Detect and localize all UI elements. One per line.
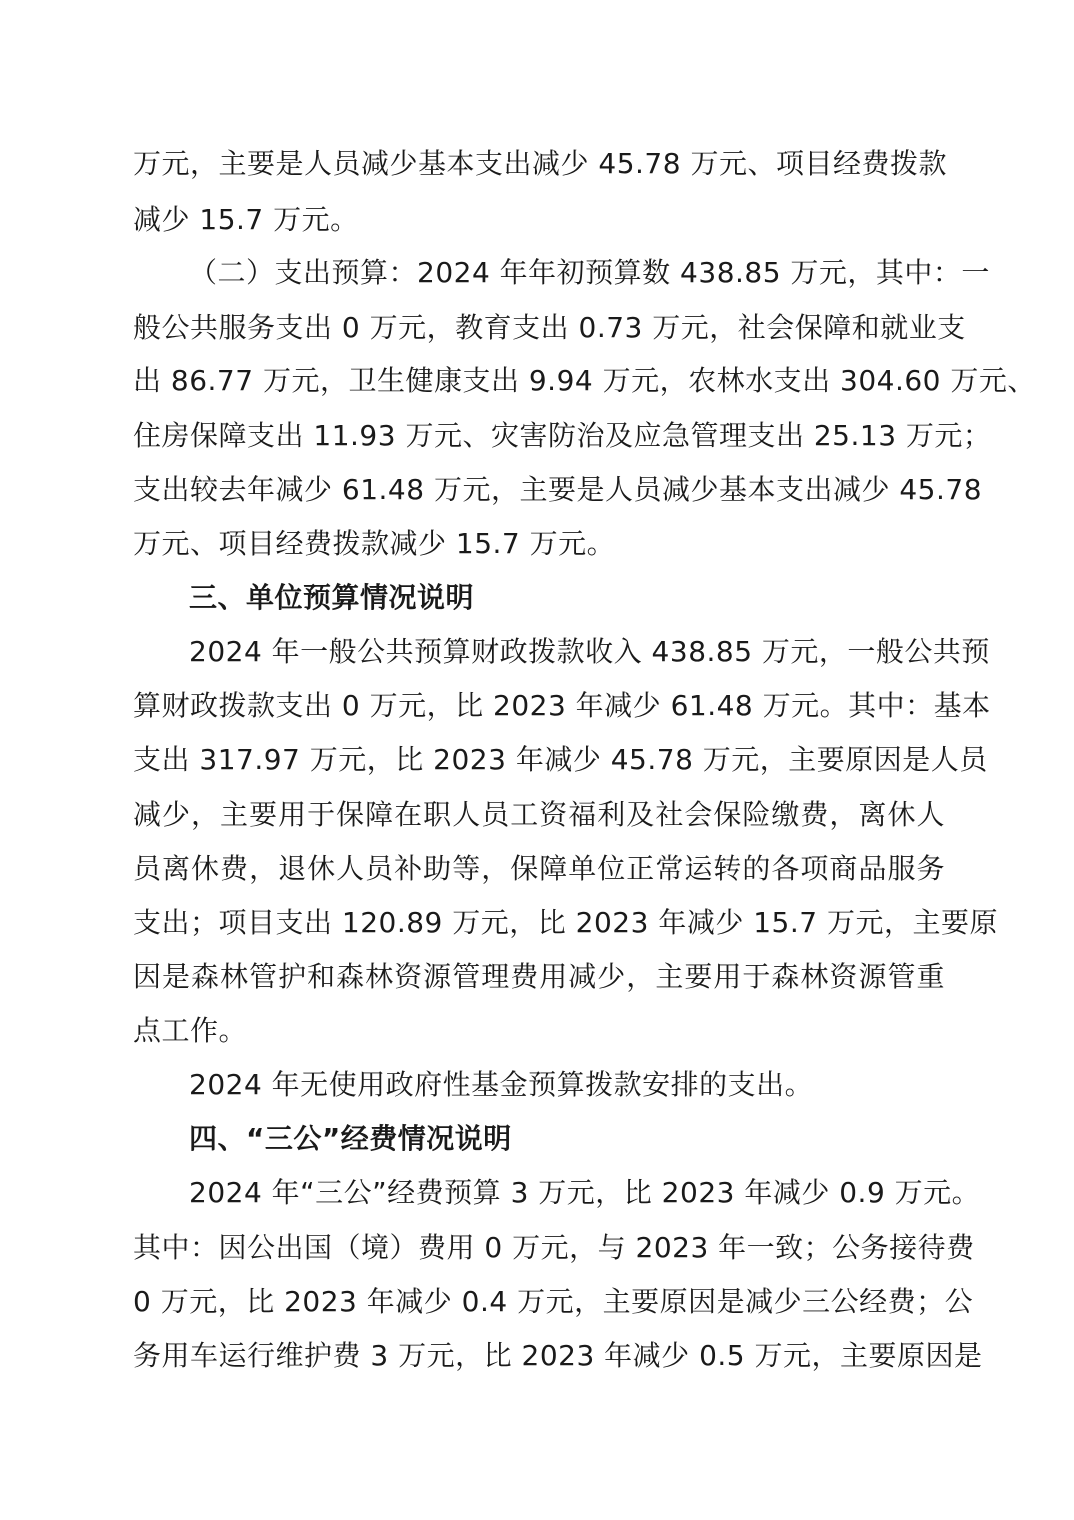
text-line: 支出较去年减少 61.48 万元，主要是人员减少基本支出减少 45.78 bbox=[133, 473, 983, 506]
text-line: 减少，主要用于保障在职人员工资福利及社会保险缴费，离休人 bbox=[133, 798, 945, 831]
text-line: 减少 15.7 万元。 bbox=[133, 203, 359, 236]
text-line: （二）支出预算：2024 年年初预算数 438.85 万元，其中：一 bbox=[189, 256, 990, 289]
text-line: 支出 317.97 万元，比 2023 年减少 45.78 万元，主要原因是人员 bbox=[133, 743, 988, 776]
text-line: 2024 年无使用政府性基金预算拨款安排的支出。 bbox=[189, 1068, 814, 1101]
text-line: 点工作。 bbox=[133, 1014, 248, 1047]
text-line: 0 万元，比 2023 年减少 0.4 万元，主要原因是减少三公经费；公 bbox=[133, 1285, 974, 1318]
section-heading: 三、单位预算情况说明 bbox=[189, 581, 475, 614]
text-line: 算财政拨款支出 0 万元，比 2023 年减少 61.48 万元。其中：基本 bbox=[133, 689, 991, 722]
text-line: 住房保障支出 11.93 万元、灾害防治及应急管理支出 25.13 万元； bbox=[133, 419, 992, 452]
text-line: 务用车运行维护费 3 万元，比 2023 年减少 0.5 万元，主要原因是 bbox=[133, 1339, 983, 1372]
text-line: 万元，主要是人员减少基本支出减少 45.78 万元、项目经费拨款 bbox=[133, 147, 947, 180]
text-line: 员离休费，退休人员补助等，保障单位正常运转的各项商品服务 bbox=[133, 852, 945, 885]
section-heading: 四、“三公”经费情况说明 bbox=[189, 1122, 512, 1155]
text-line: 万元、项目经费拨款减少 15.7 万元。 bbox=[133, 527, 616, 560]
text-line: 支出；项目支出 120.89 万元，比 2023 年减少 15.7 万元，主要原 bbox=[133, 906, 998, 939]
text-line: 出 86.77 万元，卫生健康支出 9.94 万元，农林水支出 304.60 万元、 bbox=[133, 364, 1036, 397]
text-line: 般公共服务支出 0 万元，教育支出 0.73 万元，社会保障和就业支 bbox=[133, 311, 966, 344]
text-line: 其中：因公出国（境）费用 0 万元，与 2023 年一致；公务接待费 bbox=[133, 1231, 975, 1264]
text-line: 2024 年一般公共预算财政拨款收入 438.85 万元，一般公共预 bbox=[189, 635, 990, 668]
text-line: 因是森林管护和森林资源管理费用减少，主要用于森林资源管重 bbox=[133, 960, 945, 993]
text-line: 2024 年“三公”经费预算 3 万元，比 2023 年减少 0.9 万元。 bbox=[189, 1176, 981, 1209]
